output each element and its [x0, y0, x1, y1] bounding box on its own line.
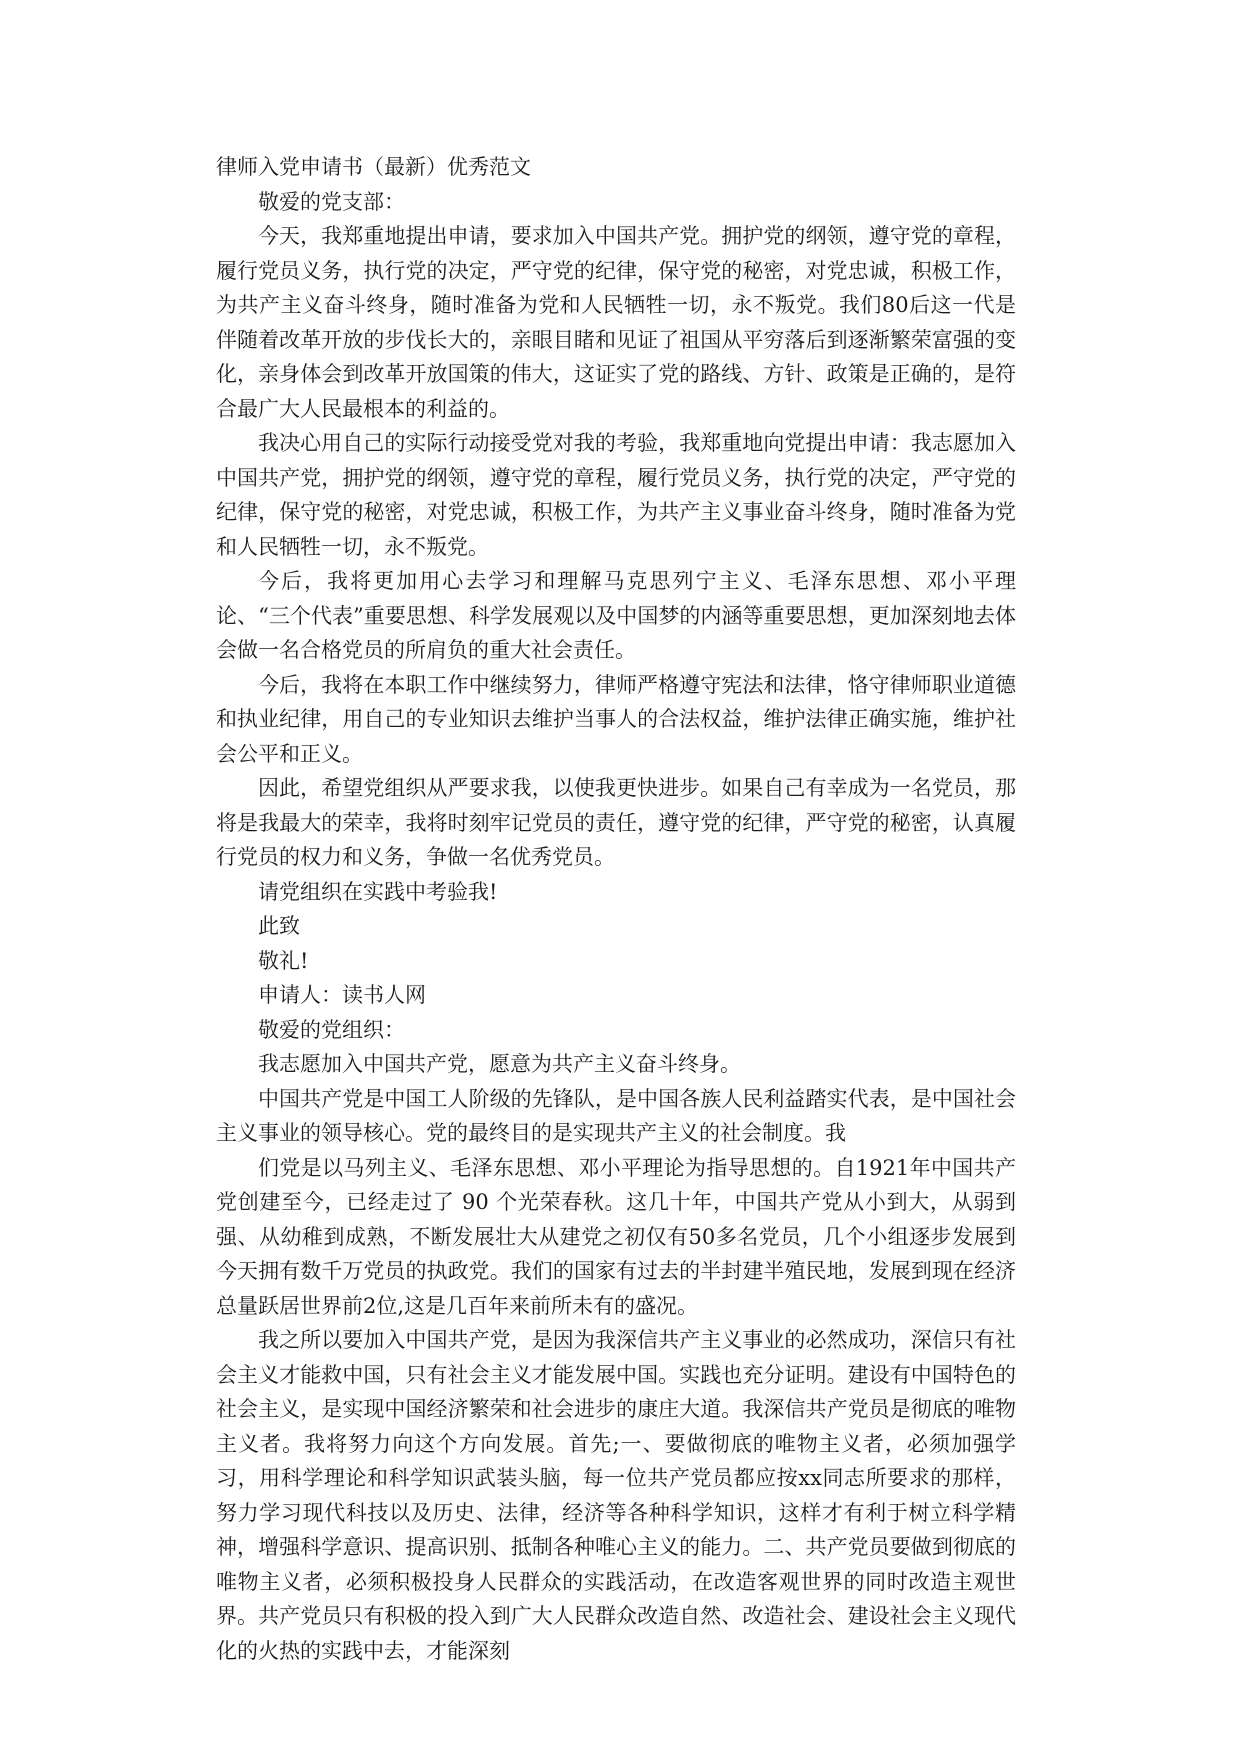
- closing-jingli: 敬礼!: [258, 948, 309, 973]
- salutation-party-organization: 敬爱的党组织：: [258, 1017, 405, 1042]
- document-title: 律师入党申请书（最新）优秀范文: [216, 155, 531, 179]
- closing-request: 请党组织在实践中考验我!: [258, 879, 498, 904]
- applicant-signature: 申请人：读书人网: [258, 983, 426, 1007]
- paragraph: 因此，希望党组织从严要求我，以使我更快进步。如果自己有幸成为一名党员，那将是我最大的荣幸，我将时刻牢记党员的责任，遵守党的纪律，严守党的秘密，认真履行党员的权力和义务，争做一名优秀党员。: [216, 776, 1016, 869]
- paragraph: 们党是以马列主义、毛泽东思想、邓小平理论为指导思想的。自1921年中国共产党创建至今，已经走过了 90 个光荣春秋。这几十年，中国共产党从小到大，从弱到强、从幼稚到成熟，不断发展壮大从建党之初仅有50多名党员，几个小组逐步发展到今天拥有数千万党员的执政党。我们的国家有过去的半封建半殖民地，发展到现在经济总量跃居世界前2位,这是几百年来前所未有的盛况。: [216, 1155, 1016, 1318]
- paragraph: 我之所以要加入中国共产党，是因为我深信共产主义事业的必然成功，深信只有社会主义才能救中国，只有社会主义才能发展中国。实践也充分证明。建设有中国特色的社会主义，是实现中国经济繁荣和社会进步的康庄大道。我深信共产党员是彻底的唯物主义者。我将努力向这个方向发展。首先;一、要做彻底的唯物主义者，必须加强学习，用科学理论和科学知识武装头脑，每一位共产党员都应按xx同志所要求的那样，努力学习现代科技以及历史、法律，经济等各种科学知识，这样才有利于树立科学精神，增强科学意识、提高识别、抵制各种唯心主义的能力。二、共产党员要做到彻底的唯物主义者，必须积极投身人民群众的实践活动，在改造客观世界的同时改造主观世界。共产党员只有积极的投入到广大人民群众改造自然、改造社会、建设社会主义现代化的火热的实践中去，才能深刻: [216, 1328, 1016, 1663]
- paragraph: 中国共产党是中国工人阶级的先锋队，是中国各族人民利益踏实代表，是中国社会主义事业的领导核心。党的最终目的是实现共产主义的社会制度。我: [216, 1086, 1016, 1145]
- paragraph: 我决心用自己的实际行动接受党对我的考验，我郑重地向党提出申请：我志愿加入中国共产党，拥护党的纲领，遵守党的章程，履行党员义务，执行党的决定，严守党的纪律，保守党的秘密，对党忠诚，积极工作，为共产主义事业奋斗终身，随时准备为党和人民牺牲一切，永不叛党。: [216, 431, 1016, 559]
- paragraph: 我志愿加入中国共产党，愿意为共产主义奋斗终身。: [258, 1052, 741, 1076]
- closing-cizhi: 此致: [258, 914, 300, 938]
- paragraph: 今后，我将在本职工作中继续努力，律师严格遵守宪法和法律，恪守律师职业道德和执业纪律，用自己的专业知识去维护当事人的合法权益，维护法律正确实施，维护社会公平和正义。: [216, 672, 1016, 766]
- paragraph: 今天，我郑重地提出申请，要求加入中国共产党。拥护党的纲领，遵守党的章程，履行党员义务，执行党的决定，严守党的纪律，保守党的秘密，对党忠诚，积极工作，为共产主义奋斗终身，随时准备为党和人民牺牲一切，永不叛党。我们80后这一代是伴随着改革开放的步伐长大的，亲眼目睹和见证了祖国从平穷落后到逐渐繁荣富强的变化，亲身体会到改革开放国策的伟大，这证实了党的路线、方针、政策是正确的，是符合最广大人民最根本的利益的。: [216, 224, 1016, 421]
- salutation-party-branch: 敬爱的党支部：: [258, 189, 405, 214]
- paragraph: 今后，我将更加用心去学习和理解马克思列宁主义、毛泽东思想、邓小平理论、“三个代表”重要思想、科学发展观以及中国梦的内涵等重要思想，更加深刻地去体会做一名合格党员的所肩负的重大社会责任。: [216, 569, 1016, 662]
- document-body: [216, 150, 1016, 1668]
